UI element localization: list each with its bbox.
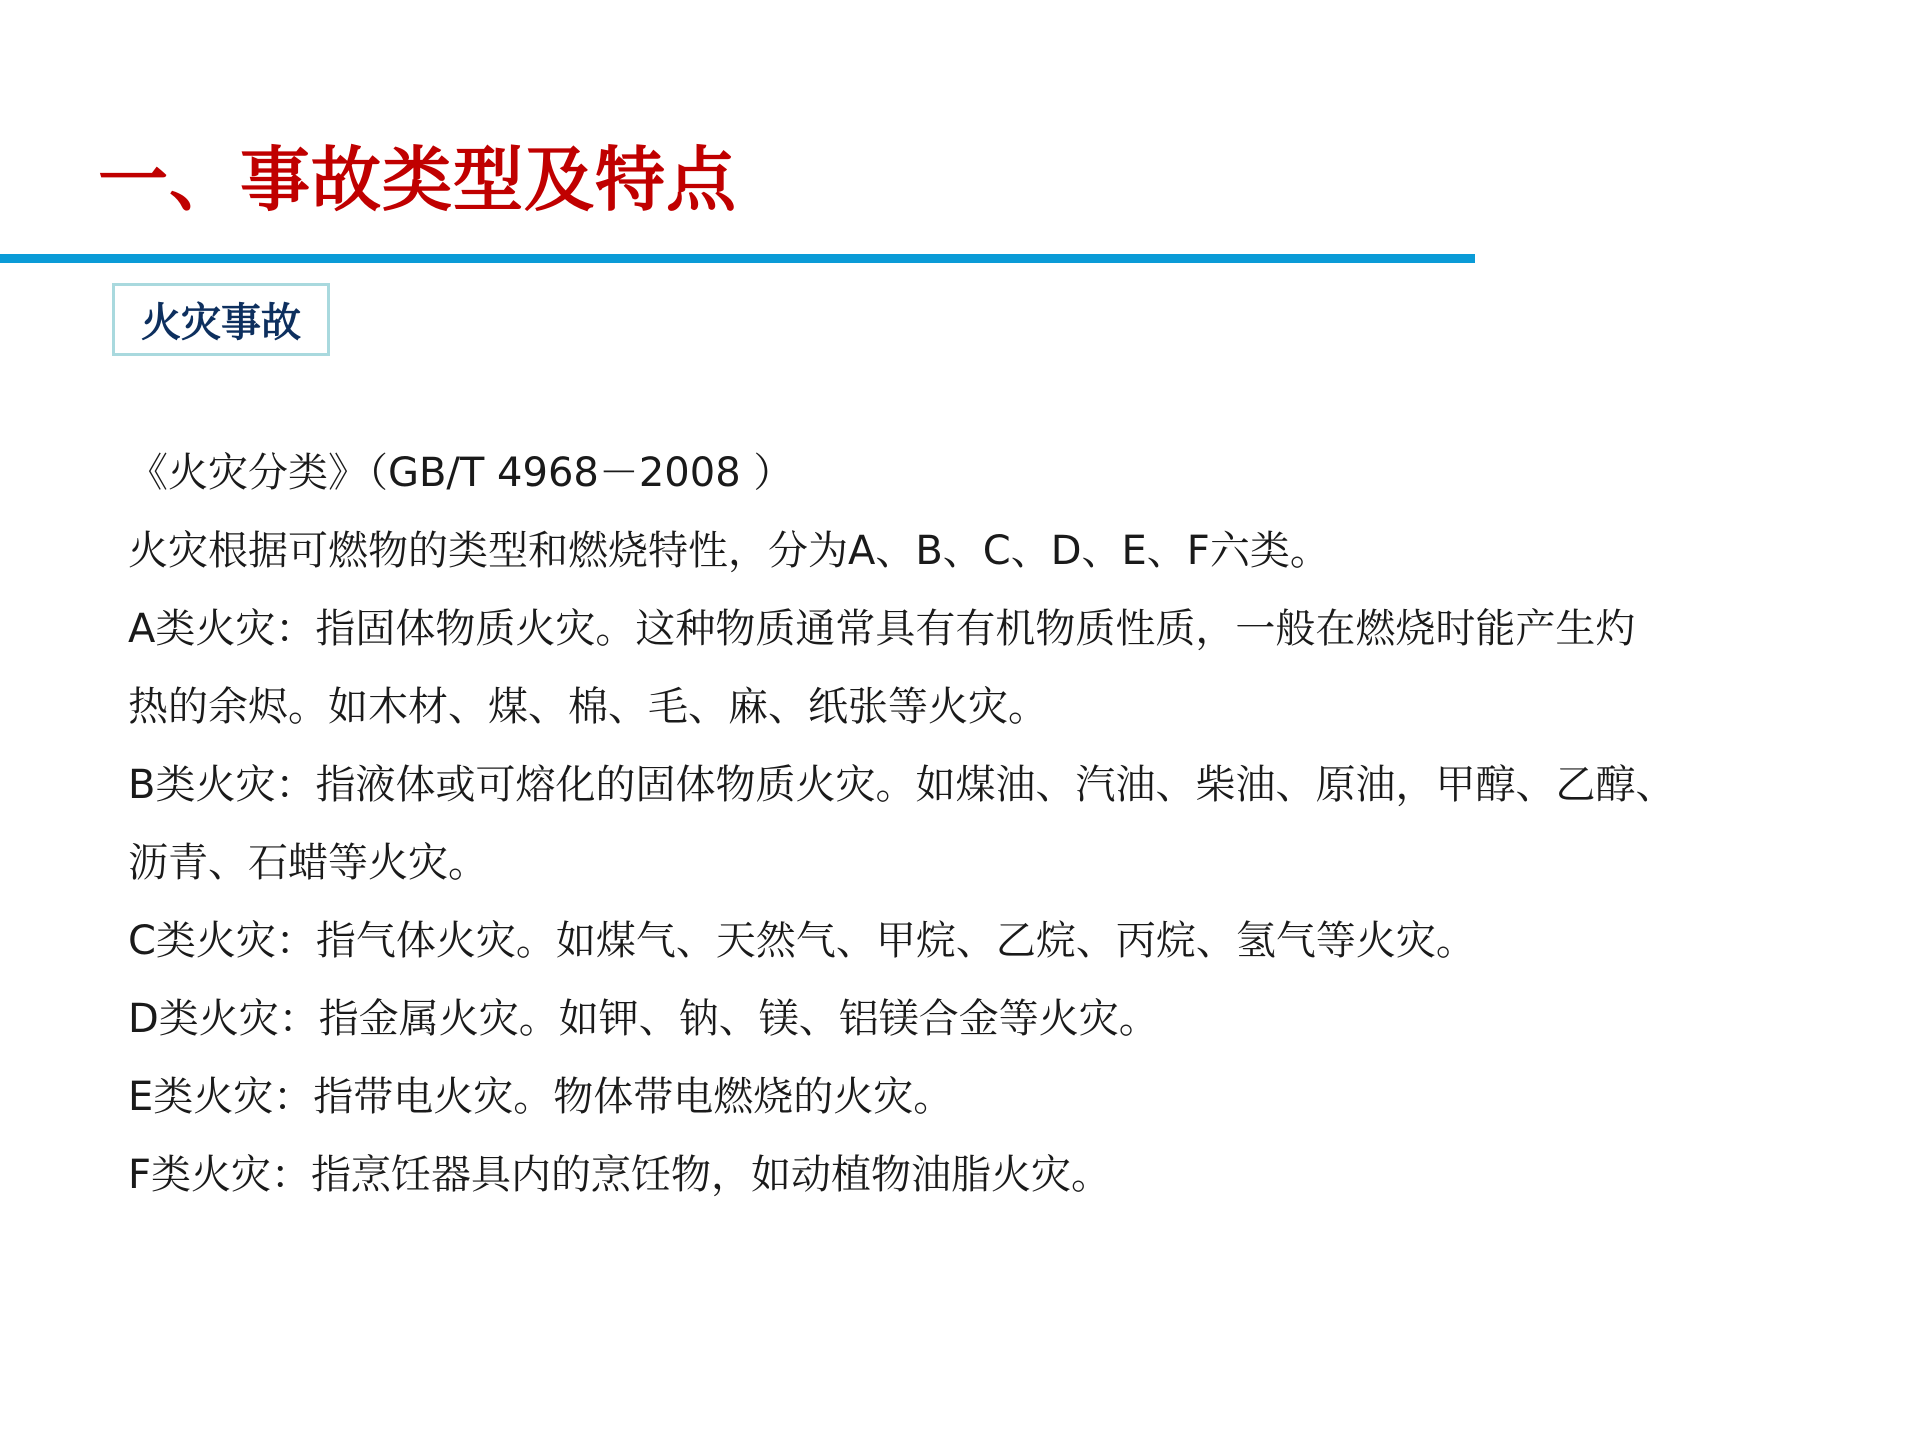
title-divider: [0, 254, 1475, 263]
standard-reference: 《火灾分类》（GB/T 4968－2008 ）: [128, 450, 794, 496]
class-a-line-1: A类火灾：指固体物质火灾。这种物质通常具有有机物质性质，一般在燃烧时能产生灼: [128, 606, 1636, 652]
section-label: 火灾事故: [112, 283, 330, 356]
class-a-line-2: 热的余烬。如木材、煤、棉、毛、麻、纸张等火灾。: [128, 684, 1048, 730]
body-text: [128, 434, 1828, 1214]
class-b-line-2: 沥青、石蜡等火灾。: [128, 840, 488, 886]
class-e-line: E类火灾：指带电火灾。物体带电燃烧的火灾。: [128, 1074, 954, 1120]
page-title: 一、事故类型及特点: [98, 139, 737, 221]
class-c-line: C类火灾：指气体火灾。如煤气、天然气、甲烷、乙烷、丙烷、氢气等火灾。: [128, 918, 1476, 964]
classification-intro: 火灾根据可燃物的类型和燃烧特性，分为A、B、C、D、E、F六类。: [128, 528, 1330, 574]
class-f-line: F类火灾：指烹饪器具内的烹饪物，如动植物油脂火灾。: [128, 1152, 1112, 1198]
class-d-line: D类火灾：指金属火灾。如钾、钠、镁、铝镁合金等火灾。: [128, 996, 1159, 1042]
class-b-line-1: B类火灾：指液体或可熔化的固体物质火灾。如煤油、汽油、柴油、原油，甲醇、乙醇、: [128, 762, 1676, 808]
